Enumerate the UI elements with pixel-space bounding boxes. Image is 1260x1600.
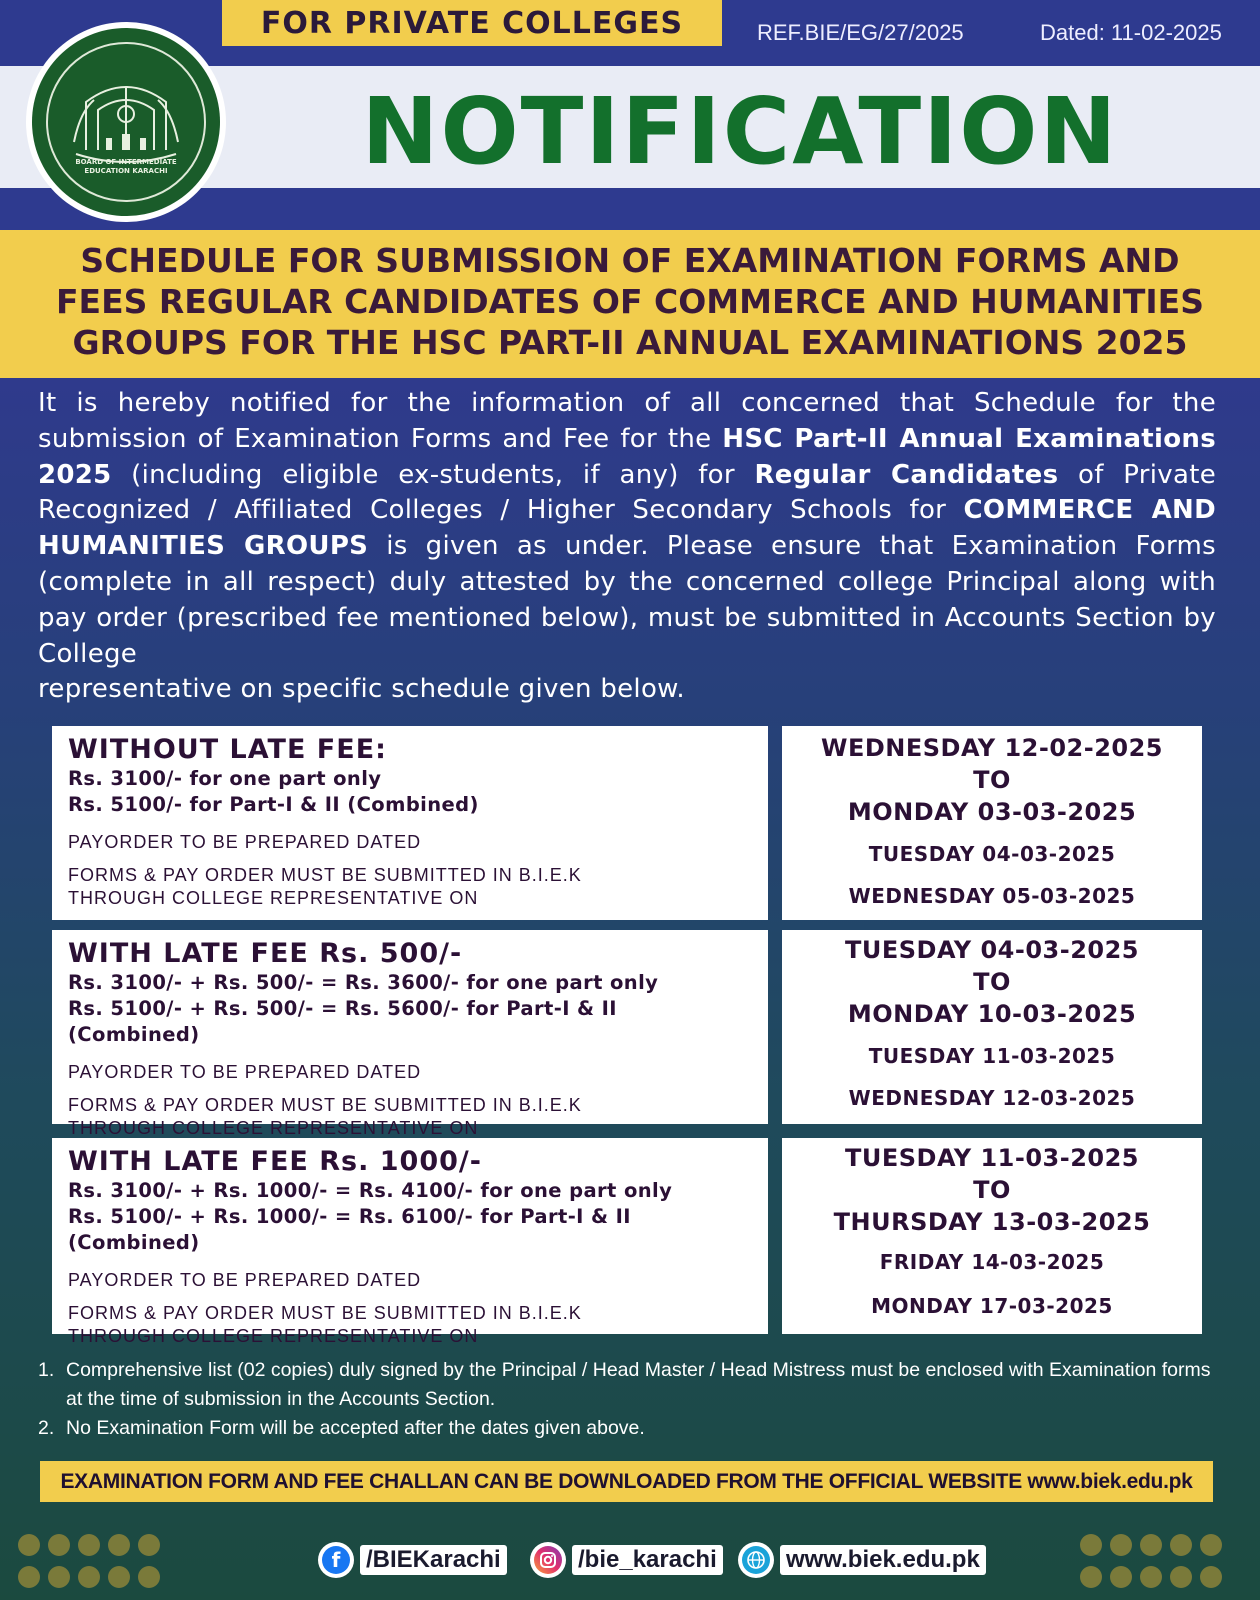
dot-icon xyxy=(48,1534,70,1556)
date-until: MONDAY 03-03-2025 xyxy=(847,798,1137,826)
notification-date: Dated: 11-02-2025 xyxy=(1040,20,1222,45)
fee-heading: WITH LATE FEE Rs. 1000/- xyxy=(68,1146,482,1177)
submit-date: WEDNESDAY 12-03-2025 xyxy=(848,1086,1136,1110)
note-text: Comprehensive list (02 copies) duly signed by the Principal / Head Master / Head Mistress must be enclosed with Examination forms at the time of submission in the Accounts Section. xyxy=(66,1359,1211,1410)
dot-icon xyxy=(1110,1566,1132,1588)
fee-line: Rs. 3100/- + Rs. 1000/- = Rs. 4100/- for one part only xyxy=(68,1179,673,1202)
submit-label: FORMS & PAY ORDER MUST BE SUBMITTED IN B.I.E.K xyxy=(68,1303,582,1323)
submit-label: FORMS & PAY ORDER MUST BE SUBMITTED IN B.I.E.K xyxy=(68,1095,582,1115)
globe-icon xyxy=(738,1542,774,1578)
payorder-label: PAYORDER TO BE PREPARED DATED xyxy=(68,1062,422,1082)
dot-icon xyxy=(1200,1534,1222,1556)
submit-label: THROUGH COLLEGE REPRESENTATIVE ON xyxy=(68,1118,479,1138)
dot-icon xyxy=(18,1534,40,1556)
submit-label: FORMS & PAY ORDER MUST BE SUBMITTED IN B.I.E.K xyxy=(68,865,582,885)
dot-icon xyxy=(1170,1534,1192,1556)
date-box-without-late-fee xyxy=(782,726,1202,920)
date-from: TUESDAY 04-03-2025 xyxy=(845,936,1139,964)
intro-text: (including eligible ex-students, if any) for xyxy=(111,459,755,490)
intro-text: is given as under. Please ensure that Examination Forms (complete in all respect) duly attested by the concerned college Principal along with pay order (prescribed fee mentioned below), must be submitted in Accounts Section by College xyxy=(38,531,1216,669)
submit-date: MONDAY 17-03-2025 xyxy=(871,1294,1113,1318)
dot-icon xyxy=(1170,1566,1192,1588)
note-item xyxy=(38,1356,1228,1414)
fee-box-late-fee-500 xyxy=(52,930,768,1138)
logo-caption: BOARD OF INTERMEDIATE EDUCATION KARACHI xyxy=(75,158,177,175)
schedule-heading-line: SCHEDULE FOR SUBMISSION OF EXAMINATION FORMS AND xyxy=(80,241,1180,280)
reference-number: REF.BIE/EG/27/2025 xyxy=(757,20,964,45)
page-title: NOTIFICATION xyxy=(361,78,1119,185)
dot-icon xyxy=(1080,1534,1102,1556)
date-until: MONDAY 10-03-2025 xyxy=(847,1000,1137,1028)
fee-box-late-fee-1000 xyxy=(52,1138,768,1346)
date-to-label: TO xyxy=(973,1176,1011,1204)
dot-icon xyxy=(1140,1566,1162,1588)
dot-icon xyxy=(108,1534,130,1556)
fee-heading: WITH LATE FEE Rs. 500/- xyxy=(68,938,463,969)
dot-icon xyxy=(48,1566,70,1588)
download-banner: EXAMINATION FORM AND FEE CHALLAN CAN BE DOWNLOADED FROM THE OFFICIAL WEBSITE www.biek.edu.pk xyxy=(40,1461,1213,1502)
dot-icon xyxy=(138,1534,160,1556)
dot-icon xyxy=(1110,1534,1132,1556)
fee-line: Rs. 5100/- for Part-I & II (Combined) xyxy=(68,793,479,816)
payorder-date: TUESDAY 11-03-2025 xyxy=(868,1044,1116,1068)
date-from: WEDNESDAY 12-02-2025 xyxy=(820,734,1163,762)
payorder-date: FRIDAY 14-03-2025 xyxy=(879,1250,1105,1274)
intro-text: of Private Recognized / Affiliated Colleges / Higher Secondary Schools for xyxy=(38,459,1216,526)
facebook-link[interactable] xyxy=(318,1541,507,1579)
date-box-late-fee-1000 xyxy=(782,1138,1202,1334)
intro-text: It is hereby notified for the information of all concerned that Schedule for the submission of Examination Forms and Fee for the xyxy=(38,388,1216,454)
fee-box-without-late-fee xyxy=(52,726,768,920)
submit-label: THROUGH COLLEGE REPRESENTATIVE ON xyxy=(68,1326,479,1346)
payorder-label: PAYORDER TO BE PREPARED DATED xyxy=(68,1270,422,1290)
submit-date: WEDNESDAY 05-03-2025 xyxy=(848,884,1136,908)
dot-icon xyxy=(78,1534,100,1556)
intro-paragraph xyxy=(38,386,1216,708)
private-colleges-tag: FOR PRIVATE COLLEGES xyxy=(222,0,722,46)
payorder-date: TUESDAY 04-03-2025 xyxy=(868,842,1116,866)
fee-line: Rs. 3100/- for one part only xyxy=(68,767,382,790)
fee-line: Rs. 3100/- + Rs. 500/- = Rs. 3600/- for one part only xyxy=(68,971,659,994)
date-box-late-fee-500 xyxy=(782,930,1202,1124)
instagram-link[interactable] xyxy=(530,1541,723,1579)
website-url: www.biek.edu.pk xyxy=(780,1545,986,1575)
fee-line: Rs. 5100/- + Rs. 500/- = Rs. 5600/- for Part-I & II (Combined) xyxy=(68,997,617,1046)
payorder-label: PAYORDER TO BE PREPARED DATED xyxy=(68,832,422,852)
date-until: THURSDAY 13-03-2025 xyxy=(833,1208,1151,1236)
facebook-icon: f xyxy=(318,1542,354,1578)
intro-text-last: representative on specific schedule given below. xyxy=(38,674,685,705)
dot-icon xyxy=(1080,1566,1102,1588)
dot-icon xyxy=(1140,1534,1162,1556)
date-to-label: TO xyxy=(973,766,1011,794)
dot-icon xyxy=(138,1566,160,1588)
note-number: 2. xyxy=(38,1417,55,1439)
facebook-handle: /BIEKarachi xyxy=(360,1545,507,1575)
note-number: 1. xyxy=(38,1359,55,1381)
date-from: TUESDAY 11-03-2025 xyxy=(845,1144,1139,1172)
logo-emblem-icon xyxy=(46,42,206,202)
instagram-handle: /bie_karachi xyxy=(572,1545,723,1575)
intro-bold: Regular Candidates xyxy=(754,459,1059,490)
dot-icon xyxy=(1200,1566,1222,1588)
intro-bold: COMMERCE AND HUMANITIES GROUPS xyxy=(38,495,1217,562)
note-item xyxy=(38,1414,1228,1443)
dot-icon xyxy=(18,1566,40,1588)
submit-label: THROUGH COLLEGE REPRESENTATIVE ON xyxy=(68,888,479,908)
dot-icon xyxy=(108,1566,130,1588)
instagram-icon xyxy=(530,1542,566,1578)
fee-line: Rs. 5100/- + Rs. 1000/- = Rs. 6100/- for Part-I & II (Combined) xyxy=(68,1205,631,1254)
intro-bold: HSC Part-II Annual Examinations 2025 xyxy=(38,423,1216,490)
website-link[interactable] xyxy=(738,1541,986,1579)
date-to-label: TO xyxy=(973,968,1011,996)
schedule-heading-line: FEES REGULAR CANDIDATES OF COMMERCE AND HUMANITIES xyxy=(56,282,1204,321)
note-text: No Examination Form will be accepted after the dates given above. xyxy=(66,1417,645,1439)
notes-list xyxy=(38,1356,1228,1443)
dot-icon xyxy=(78,1566,100,1588)
fee-heading: WITHOUT LATE FEE: xyxy=(68,734,387,765)
schedule-heading-line: GROUPS FOR THE HSC PART-II ANNUAL EXAMINATIONS 2025 xyxy=(72,323,1188,362)
schedule-heading xyxy=(0,240,1260,363)
